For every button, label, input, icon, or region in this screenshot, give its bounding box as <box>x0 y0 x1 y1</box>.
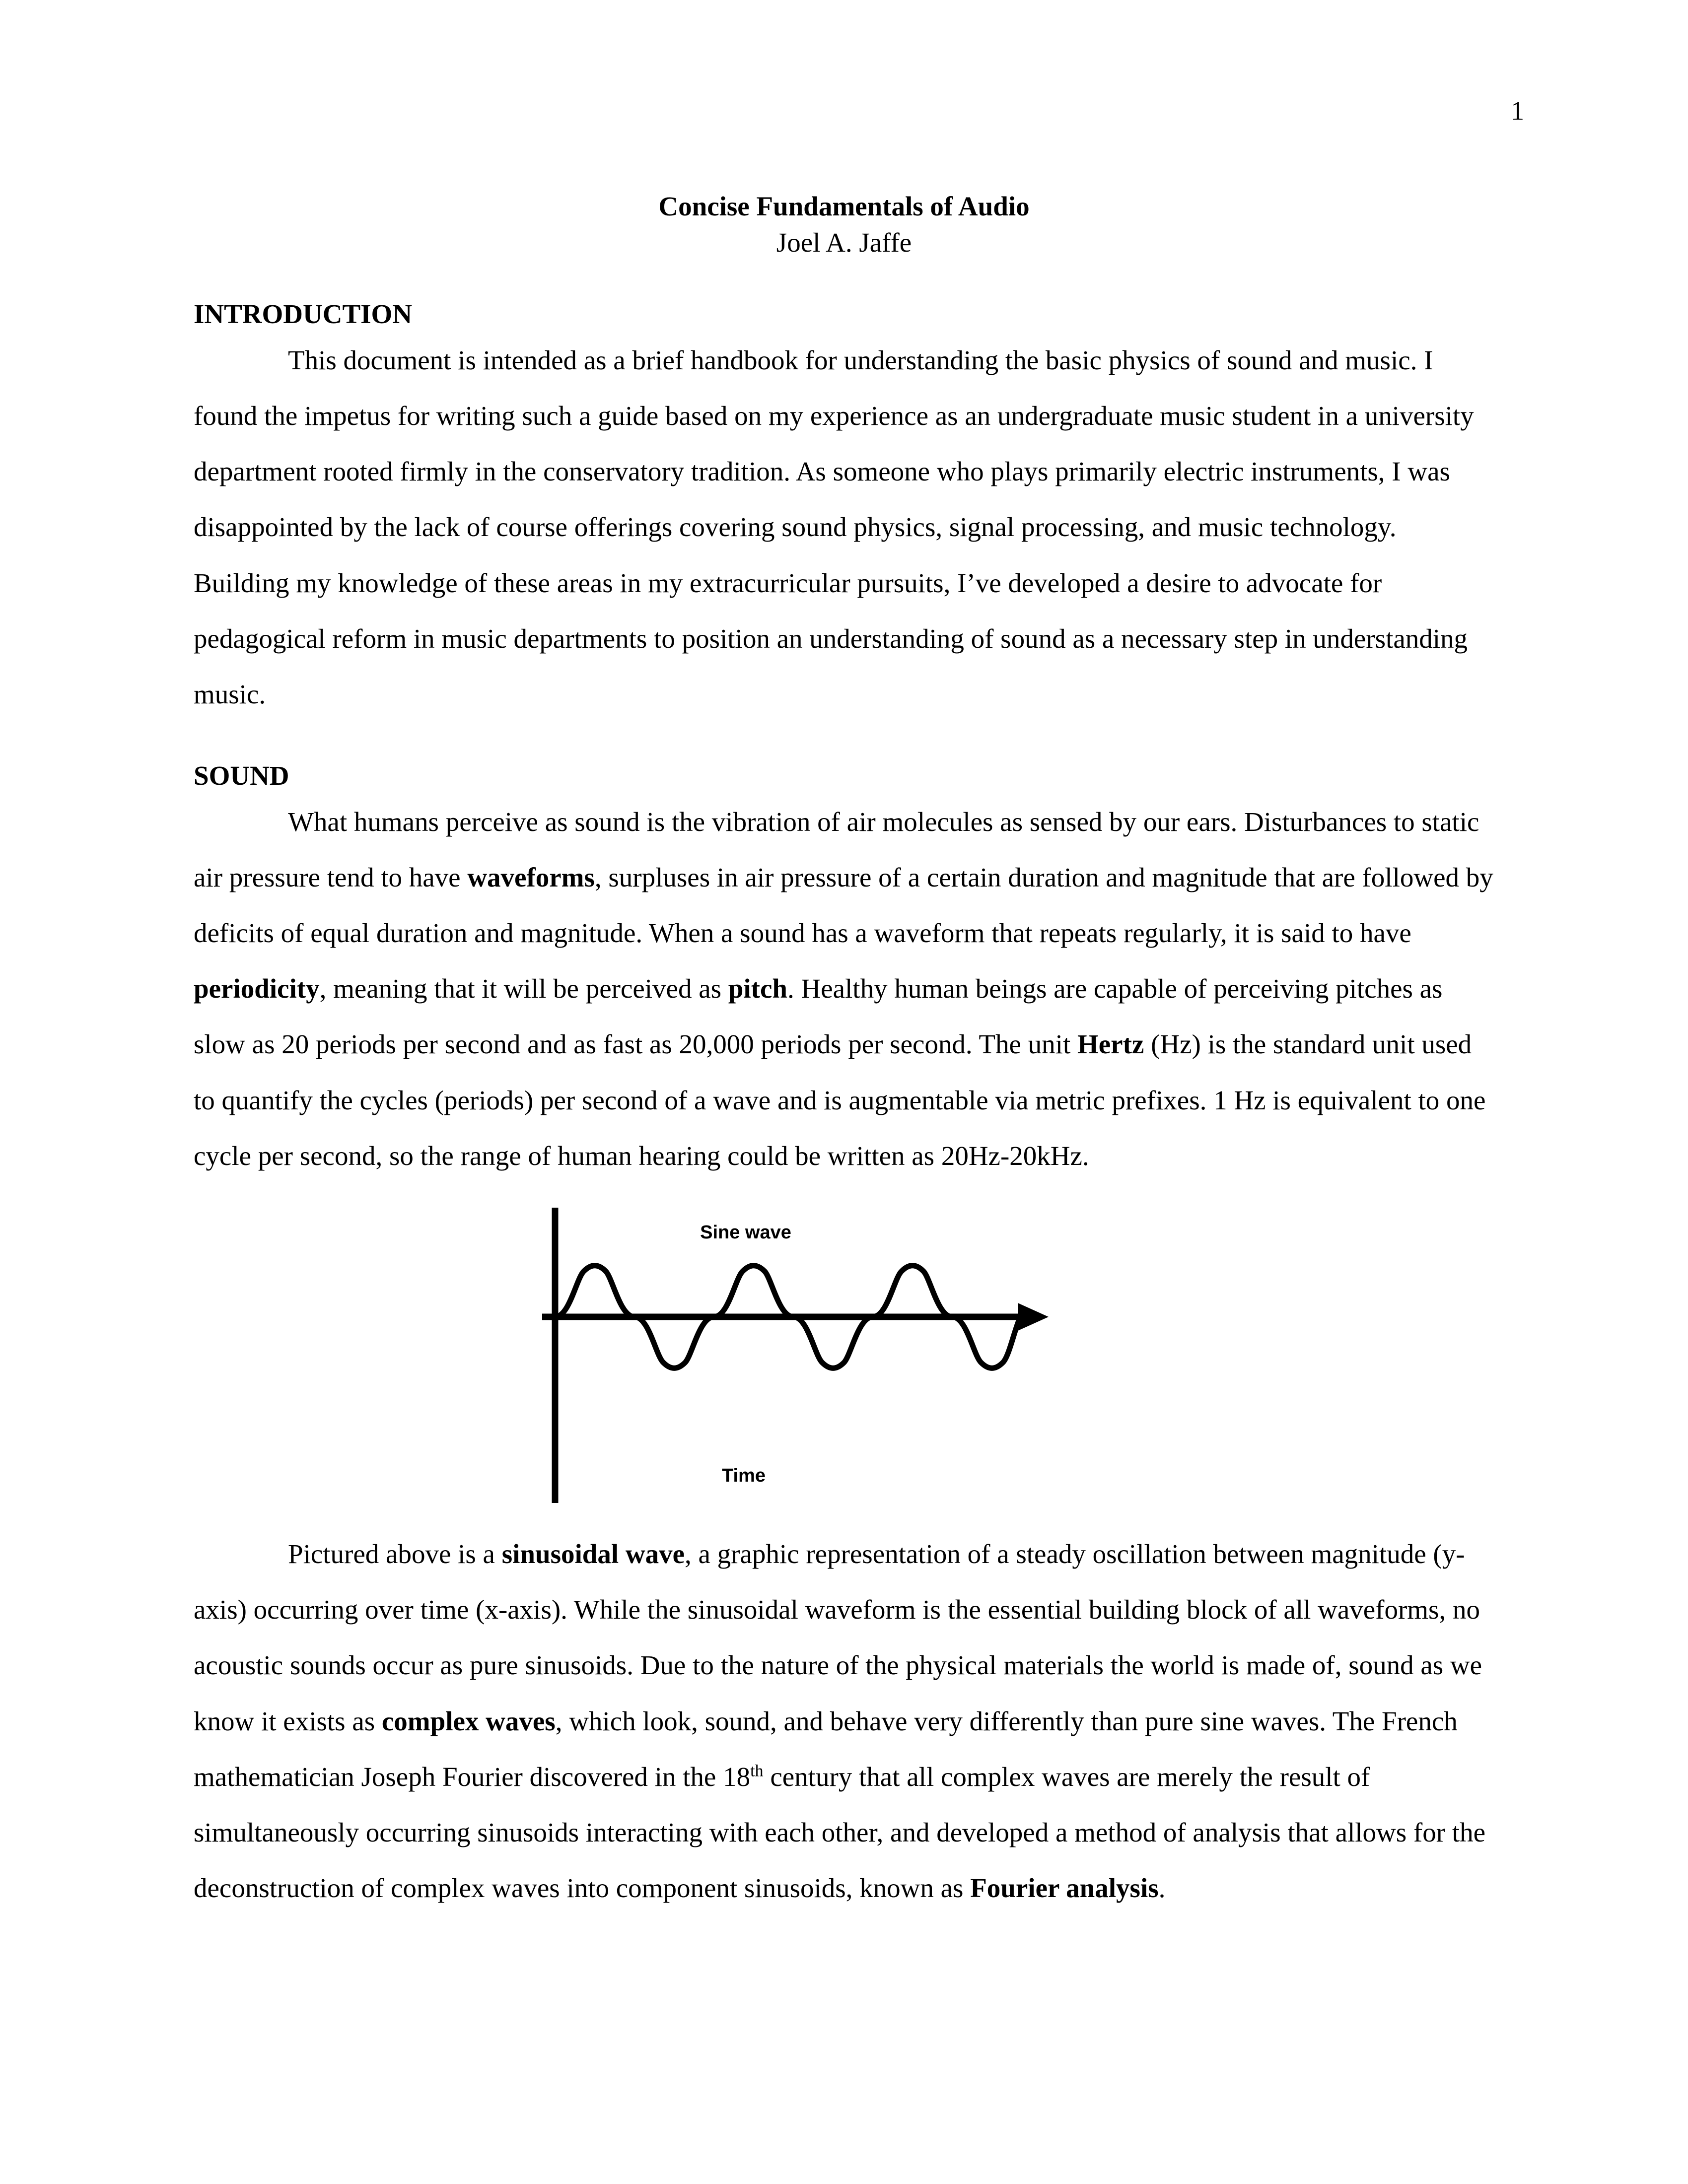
sine-wave-chart <box>511 1184 1177 1526</box>
section-heading-introduction: INTRODUCTION <box>194 299 413 330</box>
introduction-paragraph: This document is intended as a brief handbook for understanding the basic physics of sound and music. I found the impetus for writing such a guide based on my experience as an undergraduate music student in a university department rooted firmly in the conservatory tradition. As someone who plays primarily electric instruments, I was disappointed by the lack of course offerings covering sound physics, signal processing, and music technology. Building my knowledge of these areas in my extracurricular pursuits, I’ve developed a desire to advocate for pedagogical reform in music departments to position an understanding of sound as a necessary step in understanding music. <box>194 344 1474 709</box>
section-heading-sound: SOUND <box>194 760 289 791</box>
document-title: Concise Fundamentals of Audio <box>658 191 1030 221</box>
spacer <box>194 261 1494 296</box>
x-axis-label: Time <box>721 1465 766 1486</box>
spacer <box>194 722 1494 758</box>
document-author: Joel A. Jaffe <box>776 227 912 258</box>
document-content <box>194 189 1494 1916</box>
x-axis-arrow-icon <box>1018 1303 1049 1331</box>
sound-paragraph-one: What humans perceive as sound is the vibration of air molecules as sensed by our ears. Disturbances to static air pressure tend to have waveforms, surpluses in air pressure of a certain duration and magnitude that are followed by deficits of equal duration and magnitude. When a sound has a waveform that repeats regularly, it is said to have periodicity, meaning that it will be perceived as pitch. Healthy human beings are capable of perceiving pitches as slow as 20 periods per second and as fast as 20,000 periods per second. The unit Hertz (Hz) is the standard unit used to quantify the cycles (periods) per second of a wave and is augmentable via metric prefixes. 1 Hz is equivalent to one cycle per second, so the range of human hearing could be written as 20Hz-20kHz. <box>194 806 1493 1171</box>
sine-wave-figure <box>194 1184 1494 1526</box>
page-number: 1 <box>1511 96 1524 126</box>
sound-paragraph-two: Pictured above is a sinusoidal wave, a graphic representation of a steady oscillation between magnitude (y-axis) occurring over time (x-axis). While the sinusoidal waveform is the essential building block of all waveforms, no acoustic sounds occur as pure sinusoids. Due to the nature of the physical materials the world is made of, sound as we know it exists as complex waves, which look, sound, and behave very differently than pure sine waves. The French mathematician Joseph Fourier discovered in the 18th century that all complex waves are merely the result of simultaneously occurring sinusoids interacting with each other, and developed a method of analysis that allows for the deconstruction of complex waves into component sinusoids, known as Fourier analysis. <box>194 1539 1485 1904</box>
chart-title-label: Sine wave <box>700 1222 791 1243</box>
